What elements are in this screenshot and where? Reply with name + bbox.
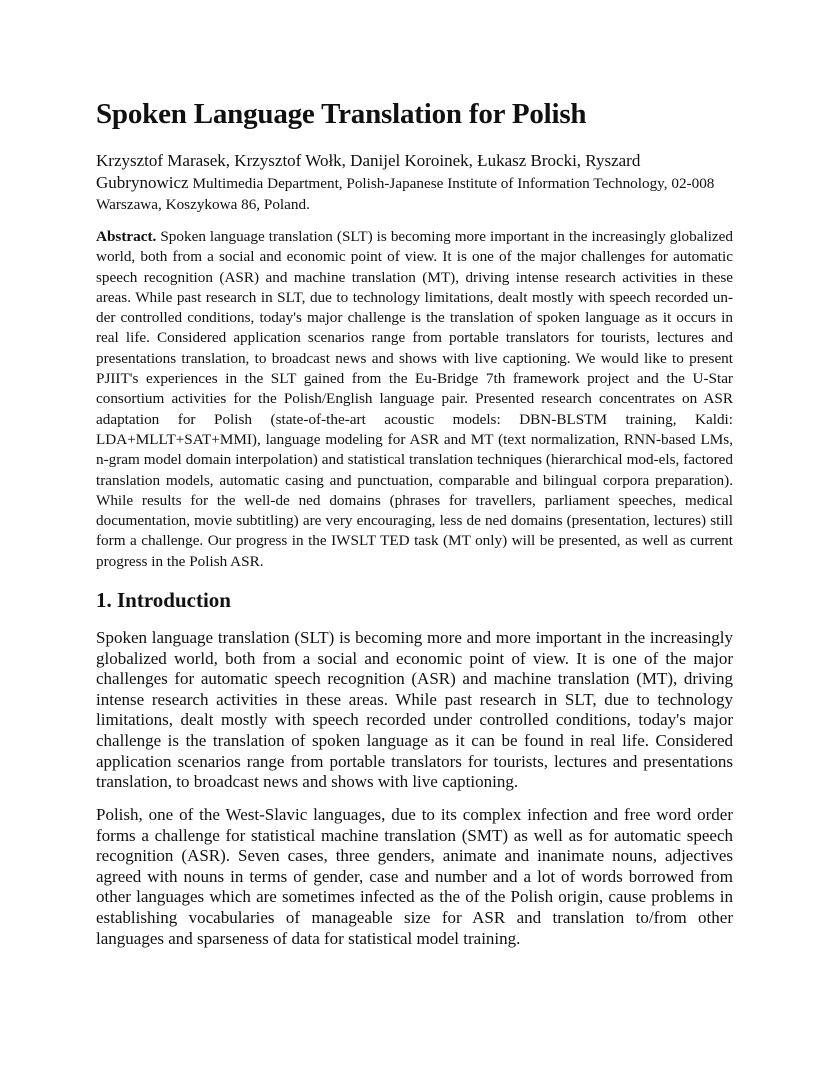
abstract-text: Spoken language translation (SLT) is becoming more important in the increasingly globalized world, both from a social and economic point of view. It is one of the major challenges for automatic speech recognition (ASR) and machine translation (MT), driving intense research activities in these areas. While past research in SLT, due to technology limitations, dealt mostly with speech recorded un- der controlled conditions, today's major challenge is the translation of spoken language as it occurs in real life. Considered application scenarios range from portable translators for tourists, lectures and presentations translation, to broadcast news and shows with live captioning. We would like to present PJIIT's experiences in the SLT gained from the Eu-Bridge 7th framework project and the U-Star consortium activities for the Polish/English language pair. Presented research concentrates on ASR adaptation for Polish (state-of-the-art acoustic models: DBN-BLSTM training, Kaldi: LDA+MLLT+SAT+MMI), language modeling for ASR and MT (text normalization, RNN-based LMs, n-gram model domain interpolation) and statistical translation techniques (hierarchical mod-els, factored translation models, automatic casing and punctuation, comparable and bilingual corpora preparation). While results for the well-de ned domains (phrases for travellers, parliament speeches, medical documentation, movie subtitling) are very encouraging, less de ned domains (presentation, lectures) still form a challenge. Our progress in the IWSLT TED task (MT only) will be presented, as well as current progress in the Polish ASR.: [96, 228, 733, 570]
intro-paragraph-1: Spoken language translation (SLT) is becoming more and more important in the increasingly globalized world, both from a social and economic point of view. It is one of the major challenges for automatic speech recognition (ASR) and machine translation (MT), driving intense research activities in these areas. While past research in SLT, due to technology limitations, dealt mostly with speech recorded under controlled conditions, today's major challenge is the translation of spoken language as it can be found in real life. Considered application scenarios range from portable translators for tourists, lectures and presentations translation, to broadcast news and shows with live captioning.: [96, 628, 733, 792]
affiliation: Multimedia Department, Polish-Japanese Institute of Information Technology, 02-008 Warszawa, Koszykowa 86, Poland.: [96, 175, 715, 213]
author-list: Krzysztof Marasek, Krzysztof Wołk, Danijel Koroinek, Łukasz Brocki, Ryszard Gubrynowicz: [96, 151, 641, 192]
paper-title: Spoken Language Translation for Polish: [96, 98, 587, 130]
abstract: [96, 227, 733, 572]
abstract-label: Abstract.: [96, 228, 157, 245]
section-heading-introduction: 1. Introduction: [96, 588, 231, 612]
intro-paragraph-2: Polish, one of the West-Slavic languages, due to its complex infection and free word order forms a challenge for statistical machine translation (SMT) as well as for automatic speech recognition (ASR). Seven cases, three genders, animate and inanimate nouns, adjectives agreed with nouns in terms of gender, case and number and a lot of words borrowed from other languages which are sometimes infected as the of the Polish origin, cause problems in establishing vocabularies of manageable size for ASR and translation to/from other languages and sparseness of data for statistical model training.: [96, 805, 733, 948]
author-block: [96, 150, 733, 215]
